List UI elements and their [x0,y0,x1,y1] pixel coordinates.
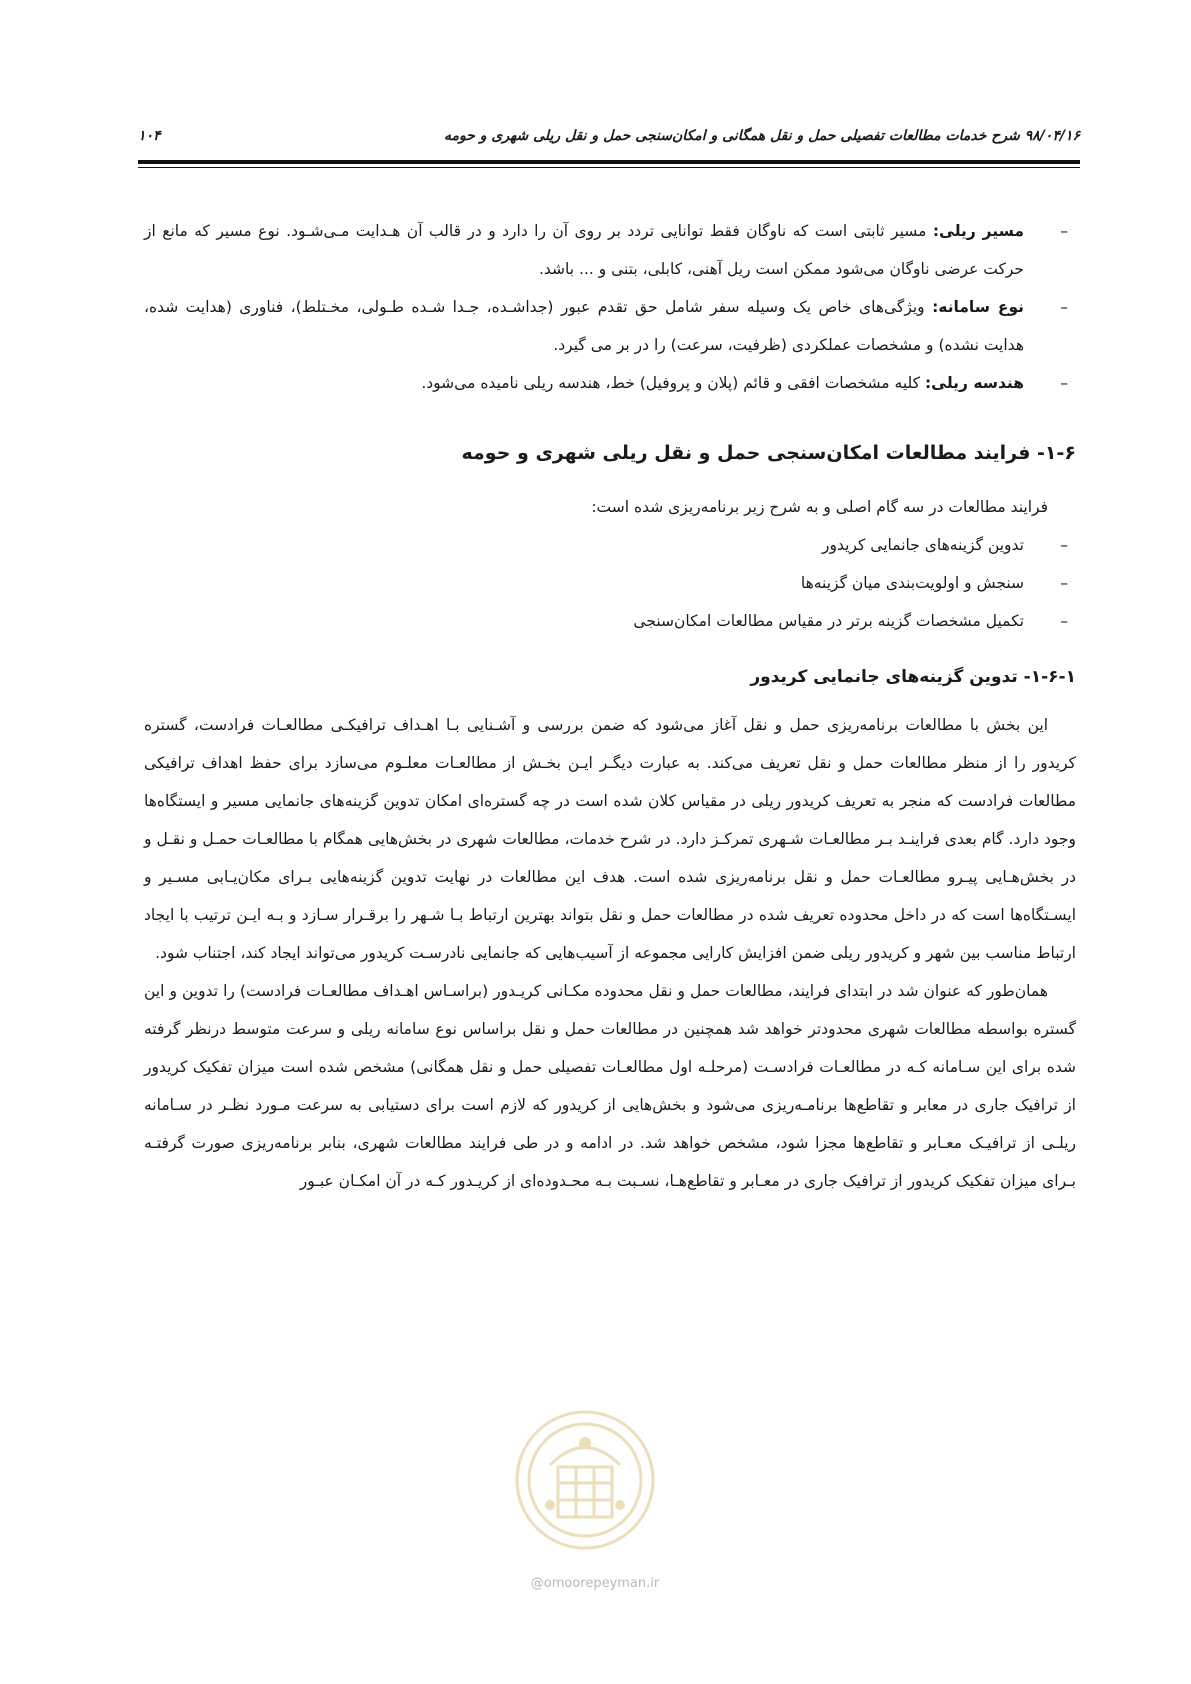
step-text: تکمیل مشخصات گزینه برتر در مقیاس مطالعات امکان‌سنجی [633,612,1024,630]
dash-bullet: – [1060,298,1068,316]
section-intro: فرایند مطالعات در سه گام اصلی و به شرح زیر برنامه‌ریزی شده است: [591,498,1048,516]
definition-item [144,364,1076,402]
step-item [144,602,1076,640]
body-paragraph: همان‌طور که عنوان شد در ابتدای فرایند، مطالعات حمل و نقل محدوده مکـانی کریـدور (براسـاس اهـداف مطالعـات فرادست) را تدوین و این گستره بواسطه مطالعات شهری محدودتر خواهد شد همچنین در مطالعات حمل و نقل براساس نوع سامانه ریلی و سرعت متوسط درنظر گرفته شده برای این سـامانه کـه در مطالعـات فرادسـت (مرحلـه اول مطالعـات تفصیلی حمل و نقل همگانی) مشخص شده است میزان تفکیک کریدور از ترافیک جاری در معابر و تقاطع‌ها برنامـه‌ریزی می‌شود و بخش‌هایی از کریدور که لازم است برای دستیابی به سرعت مـورد نظـر در سـامانه ریلـی از ترافیـک معـابر و تقاطع‌ها مجزا شود، مشخص خواهد شد. در ادامه و در طی فرایند مطالعات شهری، بنابر برنامه‌ریزی صورت گرفتـه بـرای میزان تفکیک کریدور از ترافیک جاری در معـابر و تقاطع‌هـا، نسـبت بـه محـدوده‌ای از کریـدور کـه در آن امکـان عبـور [144,982,1076,1190]
header-rule-thick [138,160,1080,164]
page-number: ۱۰۴ [138,128,161,144]
header-title: ۹۸/۰۴/۱۶ شرح خدمات مطالعات تفصیلی حمل و نقل همگانی و امکان‌سنجی حمل و نقل ریلی شهری و حومه [444,128,1080,144]
section-heading: ۱-۶- فرایند مطالعات امکان‌سنجی حمل و نقل ریلی شهری و حومه [461,442,1076,464]
dash-bullet: – [1060,536,1068,554]
step-text: تدوین گزینه‌های جانمایی کریدور [822,536,1024,554]
definition-text: ویژگی‌های خاص یک وسیله سفر شامل حق تقدم عبور (جداشـده، جـدا شـده طـولی، مخـتلط)، فناوری (هدایت شده، هدایت نشده) و مشخصات عملکردی (ظرفیت، سرعت) را در بر می گیرد. [144,298,1024,354]
dash-bullet: – [1060,222,1068,240]
watermark-logo-icon [510,1405,660,1555]
definition-item [144,288,1076,364]
steps-list [144,526,1076,640]
page-header [138,120,1080,154]
step-item [144,564,1076,602]
definition-term: نوع سامانه: [932,298,1025,316]
definition-text: مسیر ثابتی است که ناوگان فقط توانایی تردد بر روی آن را دارد و در قالب آن هـدایت مـی‌شـود. نوع مسیر که مانع از حرکت عرضی ناوگان می‌شود ممکن است ریل آهنی، کابلی، بتنی و ... باشد. [144,222,1024,278]
header-rule-thin [138,167,1080,168]
definition-term: مسیر ریلی: [932,222,1024,240]
definition-text: کلیه مشخصات افقی و قائم (پلان و پروفیل) خط، هندسه ریلی نامیده می‌شود. [421,374,925,392]
dash-bullet: – [1060,574,1068,592]
step-text: سنجش و اولویت‌بندی میان گزینه‌ها [800,574,1024,592]
definitions-list [144,212,1076,402]
step-item [144,526,1076,564]
definition-term: هندسه ریلی: [924,374,1024,392]
watermark-site: @omoorepeyman.ir [530,1576,660,1591]
subsection-heading: ۱-۶-۱- تدوین گزینه‌های جانمایی کریدور [750,667,1076,687]
page-content [144,212,1076,1200]
body-paragraph: این بخش با مطالعات برنامه‌ریزی حمل و نقل آغاز می‌شود که ضمن بررسی و آشـنایی بـا اهـداف ترافیکـی مطالعـات فرادست، گستره کریدور را از منظر مطالعات حمل و نقل تعریف می‌کند. به عبارت دیگـر ایـن بخـش از مطالعـات معلـوم می‌سازد برای حفظ اهداف ترافیکی مطالعات فرادست که منجر به تعریف کریدور ریلی در مقیاس کلان شده است در چه گستره‌ای امکان تدوین گزینه‌های جانمایی مسیر و ایستگاه‌ها وجود دارد. گام بعدی فراینـد بـر مطالعـات شـهری تمرکـز دارد. در شرح خدمات، مطالعات شهری در بخش‌هایی همگام با مطالعـات حمـل و نقـل و در بخش‌هـایی پیـرو مطالعـات حمل و نقل برنامه‌ریزی شده است. هدف این مطالعات در نهایت تدوین گزینه‌هایی بـرای مکان‌یـابی مسـیر و ایسـتگاه‌ها است که در داخل محدوده تعریف شده در مطالعات حمل و نقل بتواند بهترین ارتباط بـا شـهر را برقـرار سـازد و بـه ایـن ترتیب با ایجاد ارتباط مناسب بین شهر و کریدور ریلی ضمن افزایش کارایی مجموعه از آسیب‌هایی که جانمایی نادرسـت کریدور می‌تواند ایجاد کند، اجتناب شود. [144,716,1076,962]
dash-bullet: – [1060,374,1068,392]
definition-item [144,212,1076,288]
dash-bullet: – [1060,612,1068,630]
